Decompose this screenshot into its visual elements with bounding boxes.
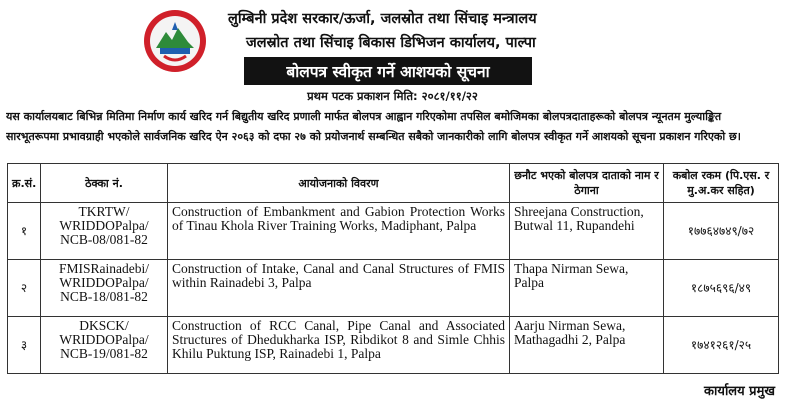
- row-bidder: Aarju Nirman Sewa, Mathagadhi 2, Palpa: [510, 317, 664, 374]
- row-bidder: Thapa Nirman Sewa, Palpa: [510, 260, 664, 317]
- row-description: Construction of Embankment and Gabion Protection Works of Tinau Khola River Training Works, Madiphant, Palpa: [168, 203, 510, 260]
- row-amount: १७७६४७४९/७२: [664, 203, 779, 260]
- notice-body-line: यस कार्यालयबाट बिभिन्न मितिमा निर्माण कार्य खरिद गर्न बिद्युतीय खरिद प्रणाली मार्फत बोलपत्र आह्वान गरिएकोमा तपसिल बमोजिमका बोलपत्रदाताहरूको बोलपत्र न्यूनतम मुल्याङ्कित: [6, 110, 722, 123]
- header-amount: कबोल रकम (पि.एस. र मु.अ.कर सहित): [664, 164, 779, 203]
- row-sn: ३: [8, 317, 41, 374]
- row-contract-no: DKSCK/ WRIDDOPalpa/ NCB-19/081-82: [41, 317, 168, 374]
- notice-title: बोलपत्र स्वीकृत गर्ने आशयको सूचना: [244, 57, 532, 85]
- row-contract-no: TKRTW/ WRIDDOPalpa/ NCB-08/081-82: [41, 203, 168, 260]
- header-bidder: छनौट भएको बोलपत्र दाताको नाम र ठेगाना: [510, 164, 664, 203]
- row-contract-no: FMISRainadebi/ WRIDDOPalpa/ NCB-18/081-82: [41, 260, 168, 317]
- row-description: Construction of RCC Canal, Pipe Canal and Associated Structures of Dhedukharka ISP, Ribdikot 8 and Simle Chhis Khilu Puktung ISP, Rainadebi 1, Palpa: [168, 317, 510, 374]
- table-row: [8, 317, 779, 374]
- table-header-row: [8, 164, 779, 203]
- signature-label: कार्यालय प्रमुख: [704, 384, 775, 399]
- office-name: जलस्रोत तथा सिंचाइ बिकास डिभिजन कार्यालय, पाल्पा: [246, 35, 536, 51]
- notice-body-line: सारभूतरूपमा प्रभावग्राही भएकोले सार्वजनिक खरिद ऐन २०६३ को दफा २७ को प्रयोजनार्थ सम्बन्धित सबैको जानकारीको लागि बोलपत्र स्वीकृत गर्ने आशयको सूचना प्रकाशन गरिएको छ।: [6, 130, 741, 143]
- ministry-name: लुम्बिनी प्रदेश सरकार/ऊर्जा, जलस्रोत तथा सिंचाइ मन्त्रालय: [228, 11, 537, 27]
- bid-table: [7, 163, 779, 374]
- header-contract-no: ठेक्का नं.: [41, 164, 168, 203]
- header-description: आयोजनाको विवरण: [168, 164, 510, 203]
- row-amount: १८७५६९६/४९: [664, 260, 779, 317]
- row-sn: १: [8, 203, 41, 260]
- emblem-icon: [142, 8, 208, 74]
- table-row: [8, 260, 779, 317]
- table-row: [8, 203, 779, 260]
- row-sn: २: [8, 260, 41, 317]
- government-emblem: [142, 8, 208, 74]
- row-bidder: Shreejana Construction, Butwal 11, Rupandehi: [510, 203, 664, 260]
- notice-body: [6, 107, 781, 147]
- row-description: Construction of Intake, Canal and Canal Structures of FMIS within Rainadebi 3, Palpa: [168, 260, 510, 317]
- publication-date: प्रथम पटक प्रकाशन मिति: २०८१/११/२२: [307, 89, 478, 103]
- header-sn: क्र.सं.: [8, 164, 41, 203]
- row-amount: १७४१२६१/२५: [664, 317, 779, 374]
